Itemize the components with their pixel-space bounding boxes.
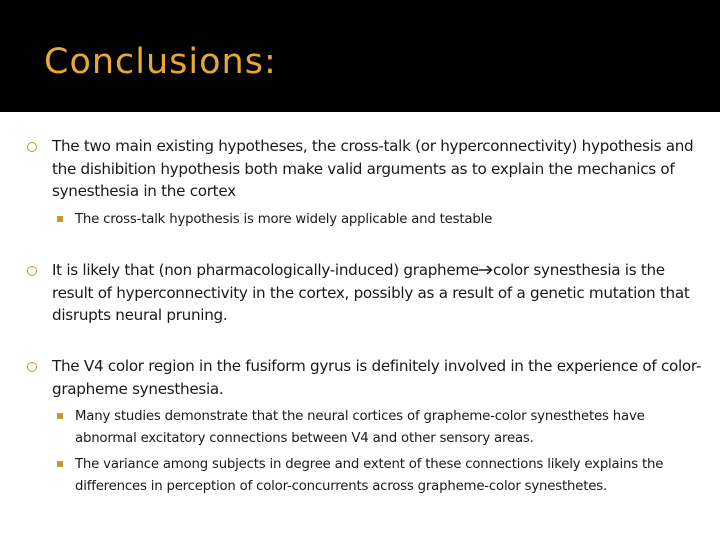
right-arrow-icon (479, 265, 493, 275)
sub-bullet-text: The variance among subjects in degree and extent of these connections likely explains the differences in perception of color-concurrents across grapheme-color synesthetes. (75, 457, 664, 494)
sub-bullet-variance (75, 454, 700, 497)
sub-bullet-text: The cross-talk hypothesis is more widely applicable and testable (75, 212, 493, 227)
circle-bullet-icon (27, 266, 37, 276)
circle-bullet-icon (27, 362, 37, 372)
bullet-text-end: color synesthesia is the result of hyperconnectivity in the cortex, possibly as a result of a genetic mutation that disrupts neural pruning. (52, 261, 690, 324)
bullet-text: The V4 color region in the fusiform gyrus is definitely involved in the experience of color-grapheme synesthesia. (52, 357, 702, 398)
bullet-hypotheses (52, 135, 707, 203)
title-bar (0, 0, 720, 112)
bullet-hyperconnectivity (52, 259, 707, 327)
square-bullet-icon (57, 461, 63, 467)
bullet-text: The two main existing hypotheses, the cross-talk (or hyperconnectivity) hypothesis and the dishibition hypothesis both make valid arguments as to explain the mechanics of synesthesia in the cortex (52, 137, 694, 200)
circle-bullet-icon (27, 142, 37, 152)
sub-bullet-text: Many studies demonstrate that the neural cortices of grapheme-color synesthetes have abnormal excitatory connections between V4 and other sensory areas. (75, 409, 645, 446)
square-bullet-icon (57, 413, 63, 419)
bullet-text-start: It is likely that (non pharmacologically-induced) grapheme (52, 261, 479, 279)
sub-bullet-studies (75, 406, 700, 449)
bullet-v4-region (52, 355, 707, 400)
sub-bullet-cross-talk (75, 209, 700, 231)
square-bullet-icon (57, 216, 63, 222)
slide-title: Conclusions: (44, 42, 277, 82)
